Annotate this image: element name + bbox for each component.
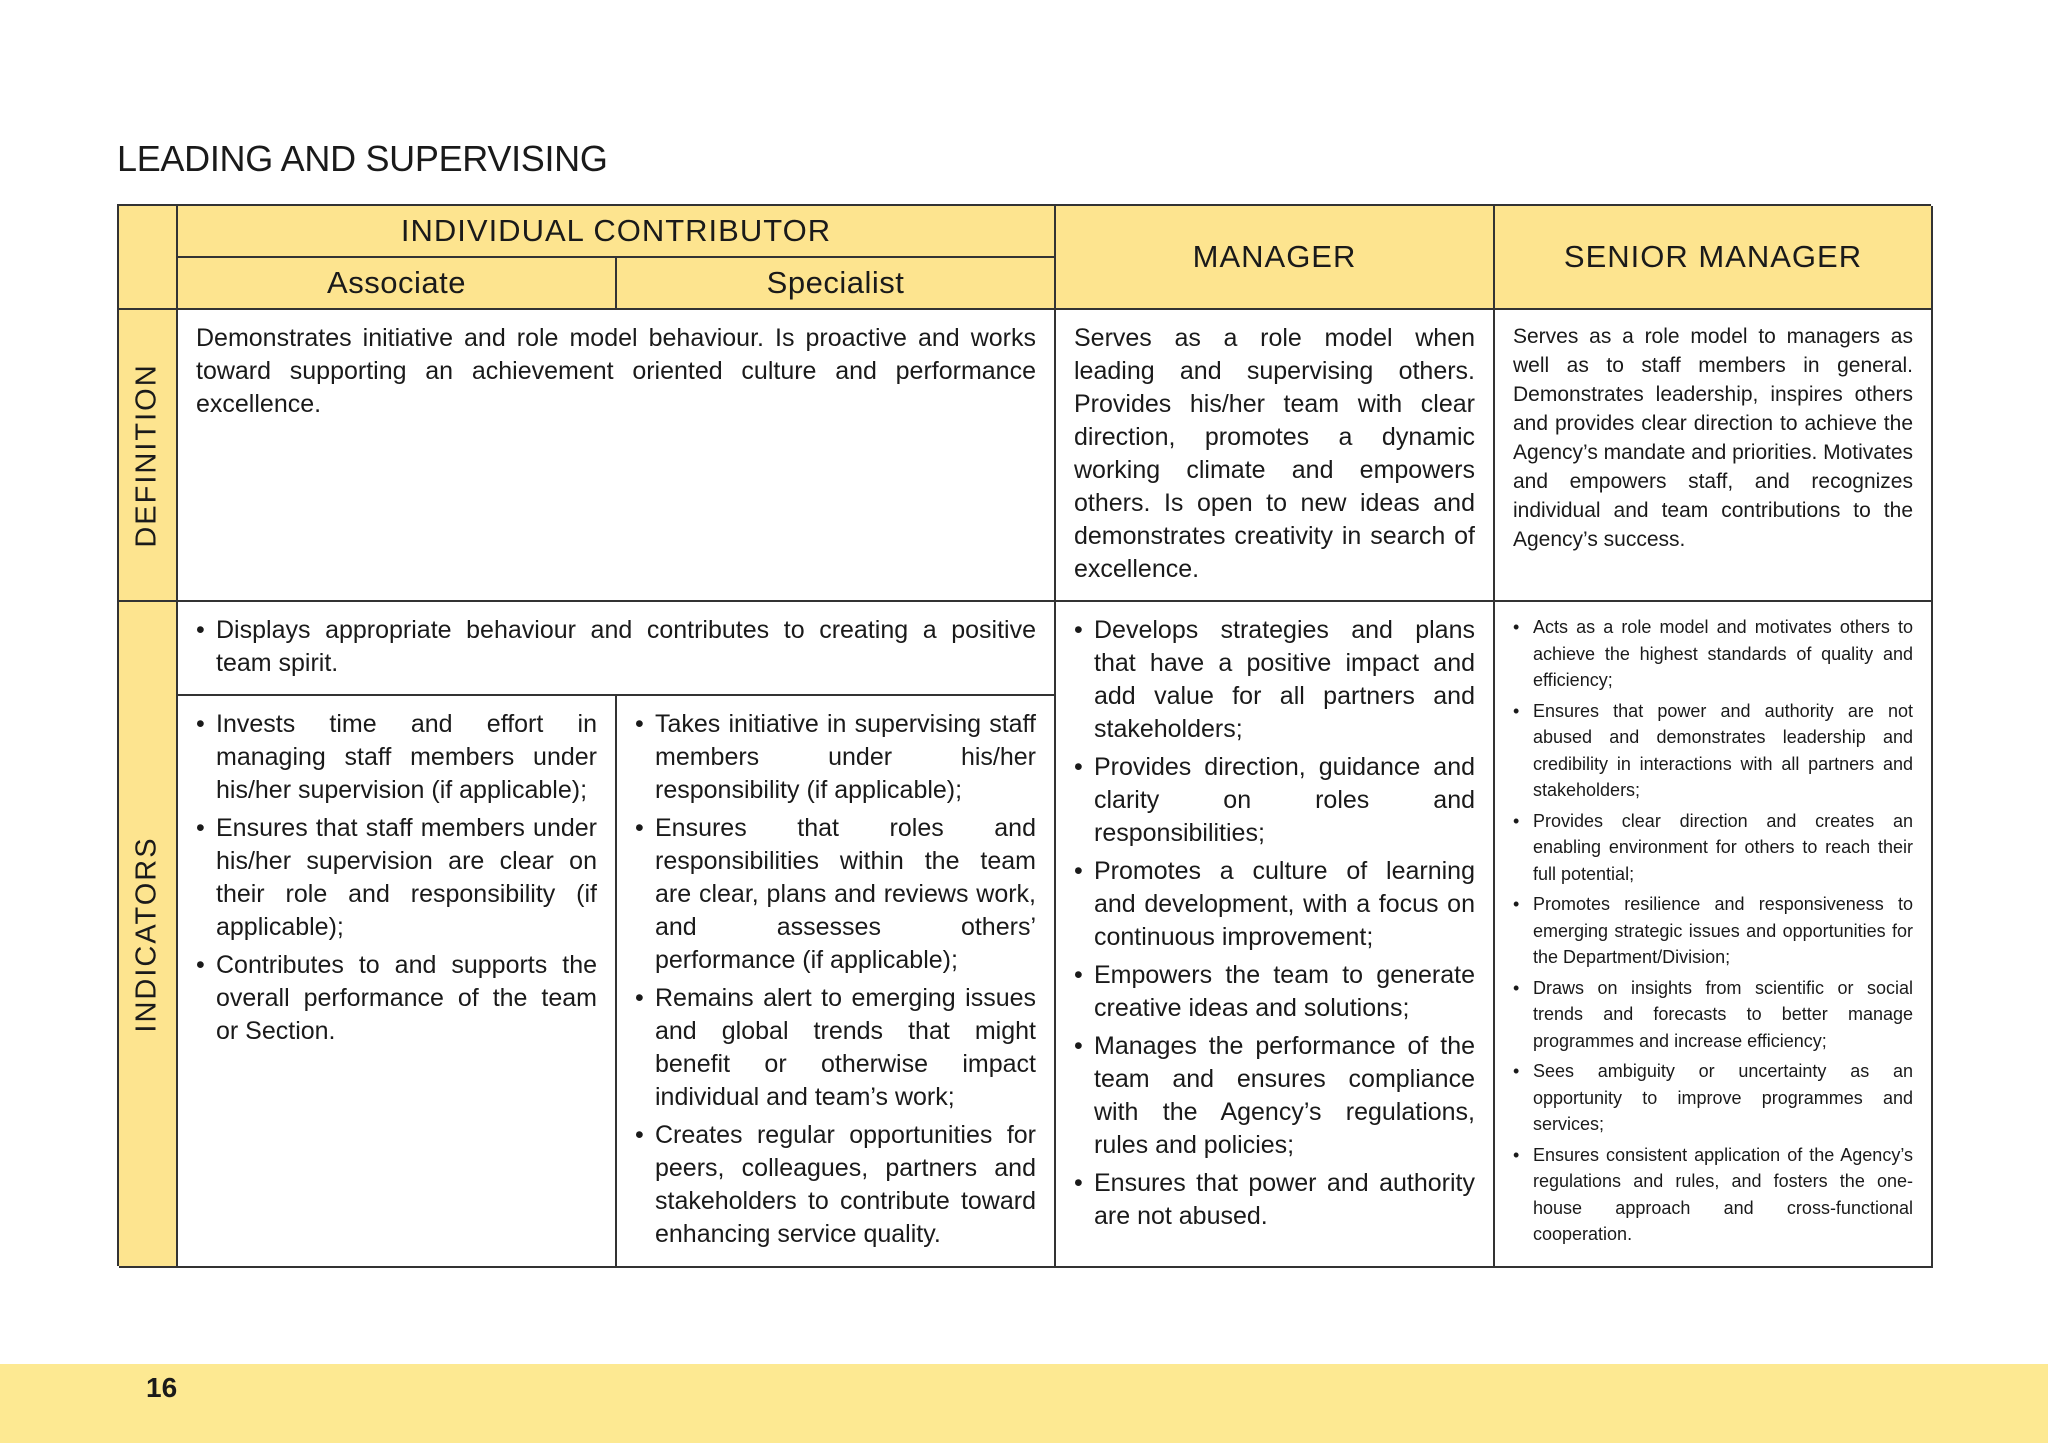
- header-specialist: Specialist: [617, 258, 1056, 310]
- list-item: • Promotes resilience and responsiveness to emerging strategic issues and opportunities for the Department/Division;: [1513, 891, 1913, 971]
- definition-senior-manager: [1495, 310, 1933, 602]
- definition-manager: [1056, 310, 1495, 602]
- header-individual-contributor: INDIVIDUAL CONTRIBUTOR: [178, 206, 1056, 258]
- indicators-specialist: [617, 696, 1056, 1268]
- indicators-specialist-list: [617, 696, 1054, 1266]
- list-item: • Manages the performance of the team and ensures compliance with the Agency’s regulations, rules and policies;: [1074, 1030, 1475, 1162]
- header-associate: Associate: [178, 258, 617, 310]
- list-item: • Provides clear direction and creates an enabling environment for others to reach their full potential;: [1513, 808, 1913, 888]
- indicators-senior-manager-list: [1495, 602, 1931, 1260]
- list-item: • Acts as a role model and motivates others to achieve the highest standards of quality and efficiency;: [1513, 614, 1913, 694]
- list-item: • Promotes a culture of learning and development, with a focus on continuous improvement;: [1074, 855, 1475, 954]
- header-corner: [119, 206, 178, 310]
- row-label-definition: [119, 310, 178, 602]
- row-label-indicators: [119, 602, 178, 1268]
- competency-table: [117, 204, 1931, 1266]
- list-item: • Provides direction, guidance and clarity on roles and responsibilities;: [1074, 751, 1475, 850]
- indicators-shared-list: [178, 602, 1054, 695]
- list-item: • Ensures that power and authority are not abused and demonstrates leadership and credibility in interactions with all partners and stakeholders;: [1513, 698, 1913, 804]
- list-item: • Displays appropriate behaviour and contributes to creating a positive team spirit.: [196, 614, 1036, 680]
- list-item: • Develops strategies and plans that have a positive impact and add value for all partners and stakeholders;: [1074, 614, 1475, 746]
- indicators-manager: [1056, 602, 1495, 1268]
- indicators-individual-contributor-shared: [178, 602, 1056, 696]
- list-item: • Ensures consistent application of the Agency’s regulations and rules, and fosters the one-house approach and cross-functional cooperation.: [1513, 1142, 1913, 1248]
- indicators-senior-manager: [1495, 602, 1933, 1268]
- list-item: • Invests time and effort in managing staff members under his/her supervision (if applicable);: [196, 708, 597, 807]
- header-senior-manager: SENIOR MANAGER: [1495, 206, 1933, 310]
- list-item: • Ensures that roles and responsibilities within the team are clear, plans and reviews work, and assesses others’ performance (if applicable);: [635, 812, 1036, 977]
- list-item: • Sees ambiguity or uncertainty as an opportunity to improve programmes and services;: [1513, 1058, 1913, 1138]
- page-number: 16: [146, 1372, 178, 1403]
- list-item: • Draws on insights from scientific or social trends and forecasts to better manage programmes and increase efficiency;: [1513, 975, 1913, 1055]
- definition-individual-contributor: [178, 310, 1056, 602]
- indicators-associate: [178, 696, 617, 1268]
- page-title: LEADING AND SUPERVISING: [117, 138, 608, 179]
- definition-senior-manager-text: Serves as a role model to managers as well as to staff members in general. Demonstrates leadership, inspires others and provides clear direction to achieve the Agency’s mandate and priorities. Motivates and empowers staff, and recognizes individual and team contributions to the Agency’s success.: [1513, 325, 1913, 551]
- list-item: • Remains alert to emerging issues and global trends that might benefit or otherwise impact individual and team’s work;: [635, 982, 1036, 1114]
- list-item: • Contributes to and supports the overall performance of the team or Section.: [196, 949, 597, 1048]
- list-item: • Empowers the team to generate creative ideas and solutions;: [1074, 959, 1475, 1025]
- indicators-associate-list: [178, 696, 615, 1063]
- list-item: • Takes initiative in supervising staff members under his/her responsibility (if applicable);: [635, 708, 1036, 807]
- definition-individual-contributor-text: Demonstrates initiative and role model behaviour. Is proactive and works toward supporting an achievement oriented culture and performance excellence.: [196, 324, 1036, 418]
- list-item: • Ensures that power and authority are not abused.: [1074, 1167, 1475, 1233]
- definition-manager-text: Serves as a role model when leading and supervising others. Provides his/her team with clear direction, promotes a dynamic working climate and empowers others. Is open to new ideas and demonstrates creativity in search of excellence.: [1074, 324, 1475, 583]
- row-label-indicators-text: INDICATORS: [131, 835, 164, 1033]
- header-manager: MANAGER: [1056, 206, 1495, 310]
- footer-band: [0, 1364, 2048, 1443]
- list-item: • Creates regular opportunities for peers, colleagues, partners and stakeholders to contribute toward enhancing service quality.: [635, 1119, 1036, 1251]
- indicators-manager-list: [1056, 602, 1493, 1248]
- row-label-definition-text: DEFINITION: [131, 362, 163, 548]
- list-item: • Ensures that staff members under his/her supervision are clear on their role and responsibility (if applicable);: [196, 812, 597, 944]
